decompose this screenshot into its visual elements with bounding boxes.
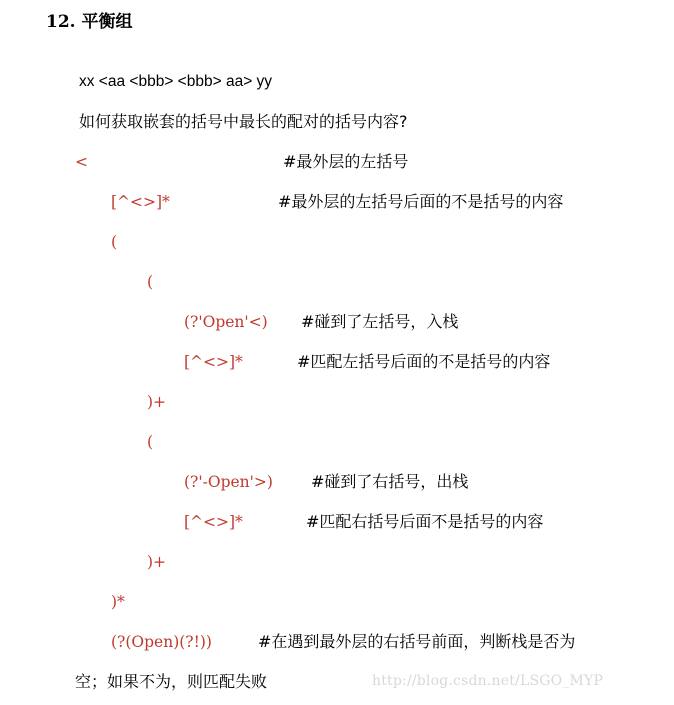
continuation-text: 空；如果不为，则匹配失败 bbox=[75, 672, 268, 691]
regex-code: < bbox=[75, 153, 88, 171]
regex-code: [^<>]* bbox=[111, 193, 170, 211]
regex-comment: #最外层的左括号后面的不是括号的内容 bbox=[278, 192, 564, 211]
regex-line bbox=[111, 189, 651, 215]
regex-line bbox=[184, 309, 644, 335]
regex-line bbox=[147, 429, 153, 455]
regex-line bbox=[184, 469, 644, 495]
regex-code: )+ bbox=[147, 553, 167, 571]
section-heading: 12. 平衡组 bbox=[46, 12, 133, 32]
regex-code: [^<>]* bbox=[184, 513, 243, 531]
regex-line bbox=[147, 389, 166, 415]
regex-code: (?'Open'<) bbox=[184, 313, 268, 331]
regex-comment: #碰到了左括号，入栈 bbox=[301, 312, 459, 331]
regex-code: ( bbox=[147, 273, 154, 291]
regex-line bbox=[147, 269, 153, 295]
regex-comment: #最外层的左括号 bbox=[283, 152, 409, 171]
regex-line bbox=[111, 629, 671, 655]
regex-code: (?(Open)(?!)) bbox=[111, 633, 212, 651]
regex-line bbox=[184, 349, 644, 375]
regex-comment: #匹配左括号后面的不是括号的内容 bbox=[297, 352, 551, 371]
regex-comment: #匹配右括号后面不是括号的内容 bbox=[306, 512, 544, 531]
regex-line bbox=[147, 549, 166, 575]
regex-comment: #在遇到最外层的右括号前面，判断栈是否为 bbox=[258, 632, 576, 651]
regex-line bbox=[111, 589, 125, 615]
regex-code: ( bbox=[111, 233, 118, 251]
regex-code: )+ bbox=[147, 393, 167, 411]
regex-code: ( bbox=[147, 433, 154, 451]
regex-code: (?'-Open'>) bbox=[184, 473, 273, 491]
regex-line bbox=[184, 509, 644, 535]
regex-code: )* bbox=[111, 593, 125, 611]
regex-comment: #碰到了右括号，出栈 bbox=[311, 472, 469, 491]
example-text: xx <aa <bbb> <bbb> aa> yy bbox=[79, 73, 273, 90]
regex-code: [^<>]* bbox=[184, 353, 243, 371]
regex-line bbox=[111, 229, 117, 255]
watermark: http://blog.csdn.net/LSGO_MYP bbox=[372, 673, 604, 689]
question-text: 如何获取嵌套的括号中最长的配对的括号内容? bbox=[79, 112, 408, 131]
regex-line bbox=[75, 149, 635, 175]
